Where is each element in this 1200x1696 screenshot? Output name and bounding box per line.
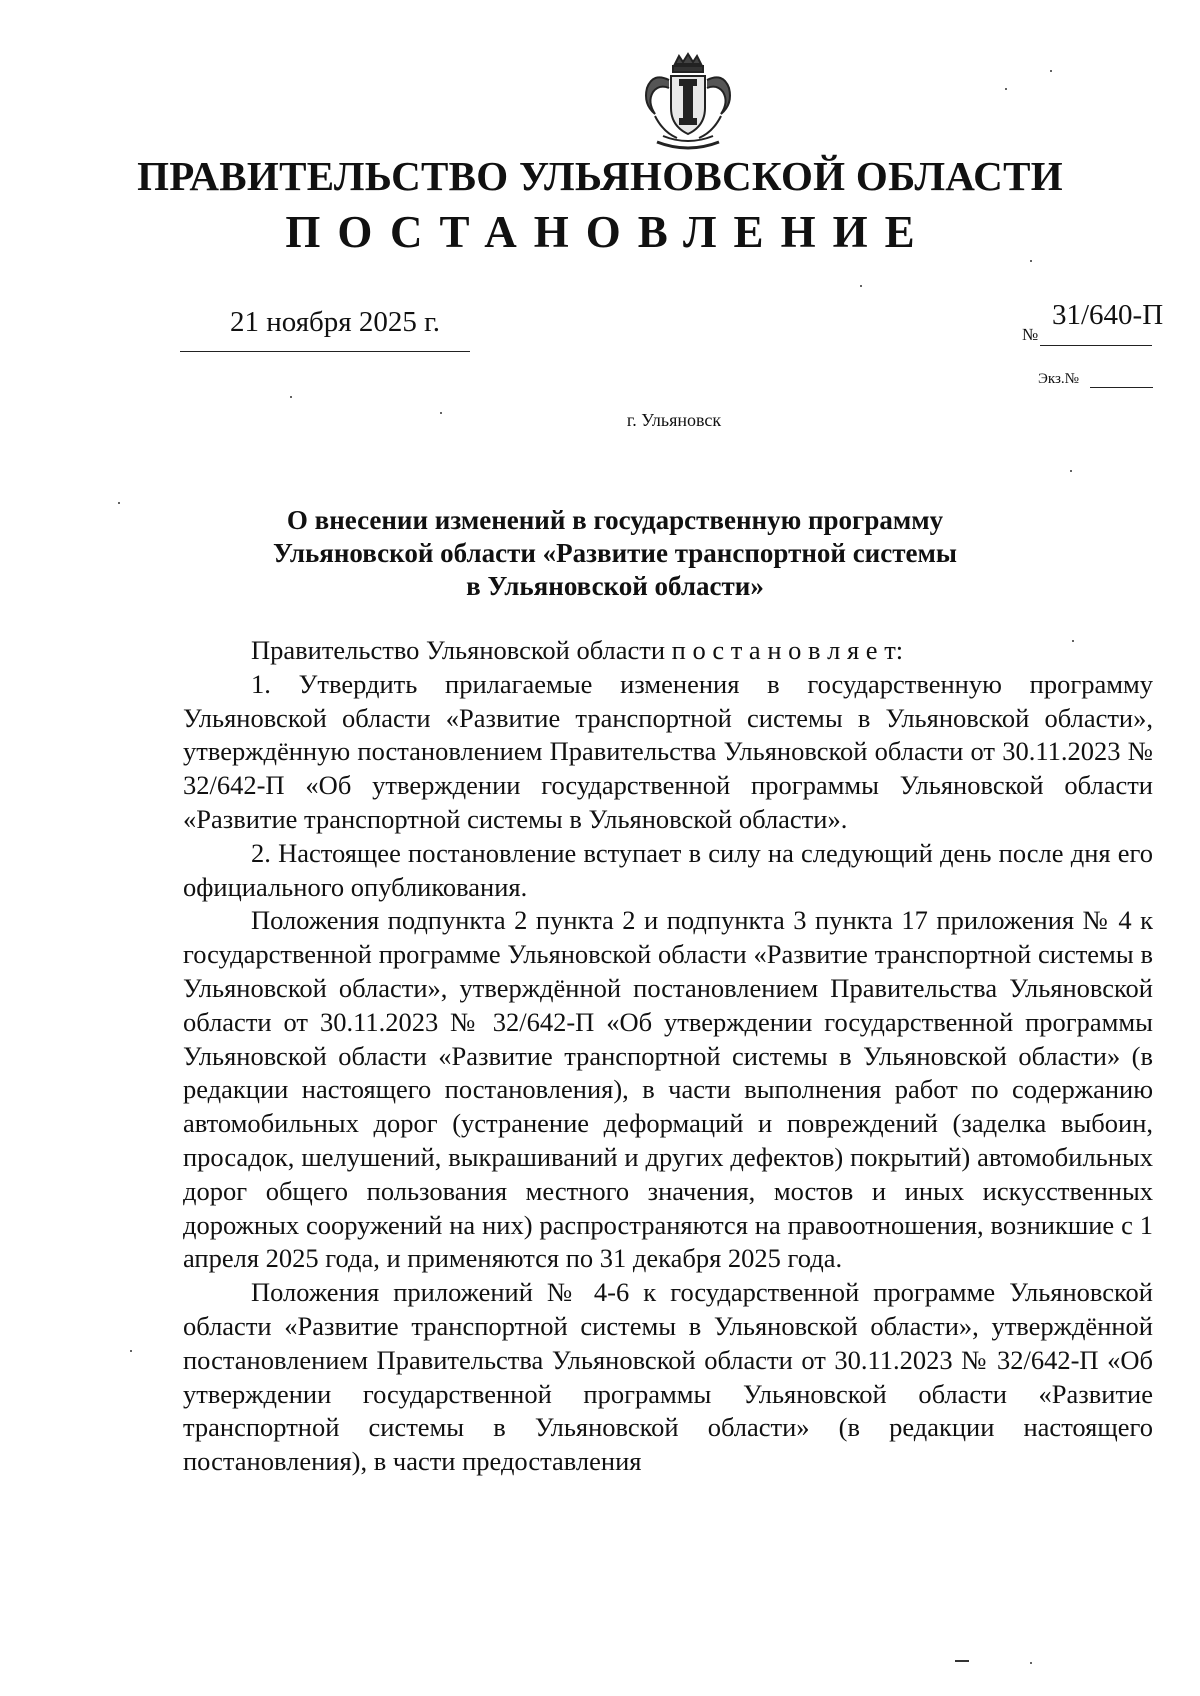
- subject-line-1: О внесении изменений в государственную программу: [286, 505, 944, 535]
- paragraph-2: 2. Настоящее постановление вступает в силу на следующий день после дня его официального опубликования.: [183, 837, 1153, 902]
- number-label: №: [1022, 325, 1039, 344]
- body-intro: Правительство Ульяновской области п о с т а н о в л я е т:: [251, 635, 904, 665]
- number-underline: [1040, 345, 1152, 346]
- paragraph-1: 1. Утвердить прилагаемые изменения в государственную программу Ульяновской области «Развитие транспортной системы в Ульяновской области», утверждённую постановлением Правительства Ульяновской области от 30.11.2023 № 32/642-П «Об утверждении государственной программы Ульяновской области «Развитие транспортной системы в Ульяновской области».: [183, 668, 1153, 834]
- scan-speck: [290, 396, 292, 398]
- document-body: [183, 634, 1153, 1479]
- paragraph-3: Положения подпункта 2 пункта 2 и подпункта 3 пункта 17 приложения № 4 к государственной программе Ульяновской области «Развитие транспортной системы в Ульяновской области», утверждённой постановлением Правительства Ульяновской области от 30.11.2023 № 32/642-П «Об утверждении государственной программы Ульяновской области «Развитие транспортной системы в Ульяновской области» (в редакции настоящего постановления), в части выполнения работ по содержанию автомобильных дорог (устранение деформаций и повреждений (заделка выбоин, просадок, шелушений, выкрашиваний и других дефектов) покрытий) автомобильных дорог общего пользования местного значения, мостов и иных искусственных дорожных сооружений на них) распространяются на правоотношения, возникшие с 1 апреля 2025 года, и применяются по 31 декабря 2025 года.: [183, 905, 1153, 1274]
- copy-number-underline: [1090, 387, 1153, 388]
- scan-speck: [1072, 640, 1074, 642]
- city: г. Ульяновск: [626, 410, 722, 430]
- subject-line-2: Ульяновской области «Развитие транспортной системы: [273, 538, 957, 568]
- scan-speck: [130, 1350, 132, 1352]
- scan-speck: [860, 285, 862, 287]
- scan-speck: [1070, 470, 1072, 472]
- subject-line-3: в Ульяновской области»: [466, 571, 764, 601]
- document-number: 31/640-П: [1052, 299, 1164, 331]
- paragraph-4: Положения приложений № 4-6 к государственной программе Ульяновской области «Развитие транспортной системы в Ульяновской области», утверждённой постановлением Правительства Ульяновской области от 30.11.2023 № 32/642-П «Об утверждении государственной программы Ульяновской области «Развитие транспортной системы в Ульяновской области» (в редакции настоящего постановления), в части предоставления: [183, 1277, 1153, 1477]
- scan-speck: [955, 1660, 969, 1662]
- document-date: 21 ноября 2025 г.: [230, 306, 441, 338]
- copy-number-label: Экз.№: [1038, 371, 1079, 387]
- document-type-title: ПОСТАНОВЛЕНИЕ: [285, 207, 932, 257]
- government-title: ПРАВИТЕЛЬСТВО УЛЬЯНОВСКОЙ ОБЛАСТИ: [137, 153, 1063, 199]
- document-subject: [220, 504, 1010, 603]
- date-underline: [180, 351, 470, 352]
- scan-speck: [118, 502, 120, 504]
- scan-speck: [1030, 260, 1032, 262]
- coat-of-arms-icon: [633, 50, 743, 156]
- scan-speck: [1050, 70, 1052, 72]
- scan-speck: [440, 412, 442, 414]
- scan-speck: [1030, 1662, 1032, 1664]
- scan-speck: [1005, 88, 1007, 90]
